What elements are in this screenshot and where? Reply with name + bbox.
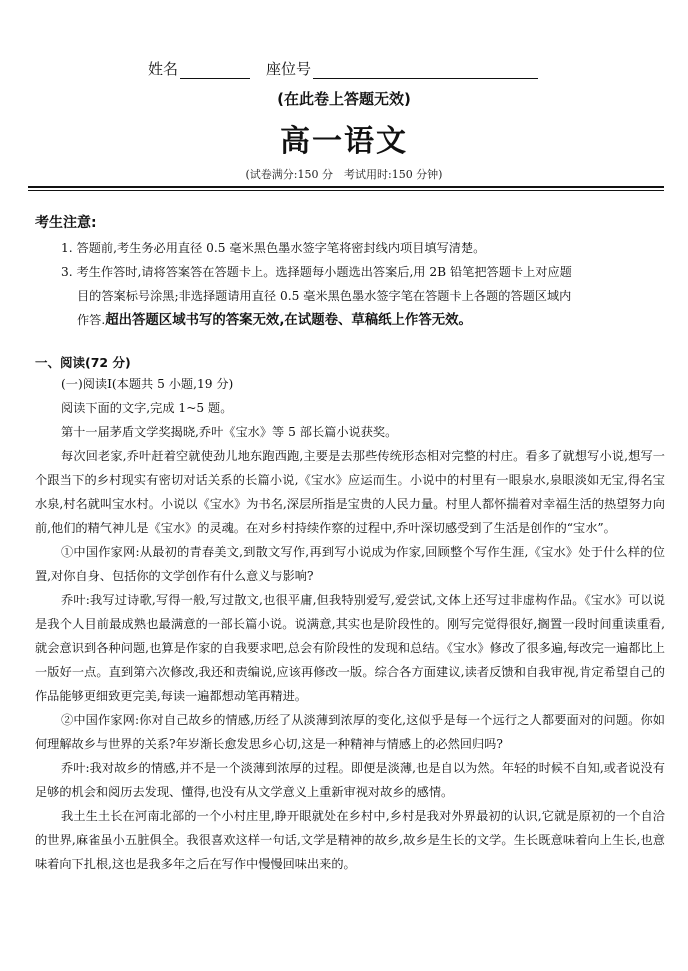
subsection-heading: (一)阅读Ⅰ(本题共 5 小题,19 分) xyxy=(61,377,234,391)
divider-thin xyxy=(28,190,664,191)
paragraph-last: 我土生土长在河南北部的一个小村庄里,睁开眼就处在乡村中,乡村是我对外界最初的认识,它就是原初的一个自洽的世界,麻雀虽小五脏俱全。我很喜欢这样一句话,文学是精神的故乡,故乡是生长的文学。生长既意味着向上生长,也意味着向下扎根,这也是我多年之后在写作中慢慢回味出来的。 xyxy=(35,809,665,871)
attention-item-3-line1: 3. 考生作答时,请将答案答在答题卡上。选择题每小题选出答案后,用 2B 铅笔把答题卡上对应题 xyxy=(61,265,572,279)
answer-2: 乔叶:我对故乡的情感,并不是一个淡薄到浓厚的过程。即便是淡薄,也是自以为然。年轻的时候不自知,或者说没有足够的机会和阅历去发现、懂得,也没有从文学意义上重新审视对故乡的感情。 xyxy=(35,761,665,799)
name-label: 姓名 xyxy=(148,60,179,78)
seat-blank[interactable] xyxy=(313,62,538,79)
attention-warning: 超出答题区域书写的答案无效,在试题卷、草稿纸上作答无效。 xyxy=(105,313,472,328)
notice-text: (在此卷上答题无效) xyxy=(277,90,411,108)
lead-paragraph: 第十一届茅盾文学奖揭晓,乔叶《宝水》等 5 部长篇小说获奖。 xyxy=(61,425,398,439)
name-blank[interactable] xyxy=(180,62,250,79)
paragraph-1: 每次回老家,乔叶赶着空就使劲儿地东跑西跑,主要是去那些传统形态相对完整的村庄。看多了就想写小说,想写一个跟当下的乡村现实有密切对话关系的长篇小说,《宝水》应运而生。小说中的村里有一眼泉水,泉眼淡如无宝,得名宝水泉,村名就叫宝水村。小说以《宝水》为书名,深层所指是宝贵的人民力量。村里人都怀揣着对幸福生活的热望努力向前,他们的精气神儿是《宝水》的灵魂。在对乡村持续作察的过程中,乔叶深切感受到了生活是创作的“宝水”。 xyxy=(35,449,665,535)
attention-title: 考生注意: xyxy=(35,215,97,231)
question-2: ②中国作家网:你对自己故乡的情感,历经了从淡薄到浓厚的变化,这似乎是每一个远行之人都要面对的问题。你如何理解故乡与世界的关系?年岁渐长愈发思乡心切,这是一种精神与情感上的必然回归吗? xyxy=(35,713,665,751)
candidate-info-row xyxy=(148,58,538,79)
attention-list xyxy=(35,236,665,333)
instruction: 阅读下面的文字,完成 1~5 题。 xyxy=(61,401,233,415)
reading-passage xyxy=(35,372,665,876)
attention-item-3-line3 xyxy=(35,308,665,333)
section-heading: 一、阅读(72 分) xyxy=(35,355,131,370)
page-title: 高一语文 xyxy=(280,124,408,159)
seat-label: 座位号 xyxy=(266,60,312,78)
question-1: ①中国作家网:从最初的青春美文,到散文写作,再到写小说成为作家,回顾整个写作生涯,《宝水》处于什么样的位置,对你自身、包括你的文学创作有什么意义与影响? xyxy=(35,545,665,583)
attention-item-3-line2: 目的答案标号涂黑;非选择题请用直径 0.5 毫米黑色墨水签字笔在答题卡上各题的答题区域内 xyxy=(77,289,572,303)
attention-item-1: 1. 答题前,考生务必用直径 0.5 毫米黑色墨水签字笔将密封线内项目填写清楚。 xyxy=(61,241,486,255)
attention-item-3-line3-start: 作答. xyxy=(77,313,106,327)
exam-info: (试卷满分:150 分 考试用时:150 分钟) xyxy=(245,168,443,181)
answer-1: 乔叶:我写过诗歌,写得一般,写过散文,也很平庸,但我特别爱写,爱尝试,文体上还写过非虚构作品。《宝水》可以说是我个人目前最成熟也最满意的一部长篇小说。说满意,其实也是阶段性的。刚写完觉得很好,搁置一段时间重读重看,就会意识到各种问题,也算是作家的自我要求吧,总会有阶段性的发现和总结。《宝水》修改了很多遍,每改完一遍都比上一版好一点。直到第六次修改,我还和责编说,应该再修改一版。综合各方面建议,读者反馈和自我审视,肯定希望自己的作品能够更细致更完美,每读一遍都想动笔再精进。 xyxy=(35,593,665,703)
divider-thick xyxy=(28,186,664,188)
